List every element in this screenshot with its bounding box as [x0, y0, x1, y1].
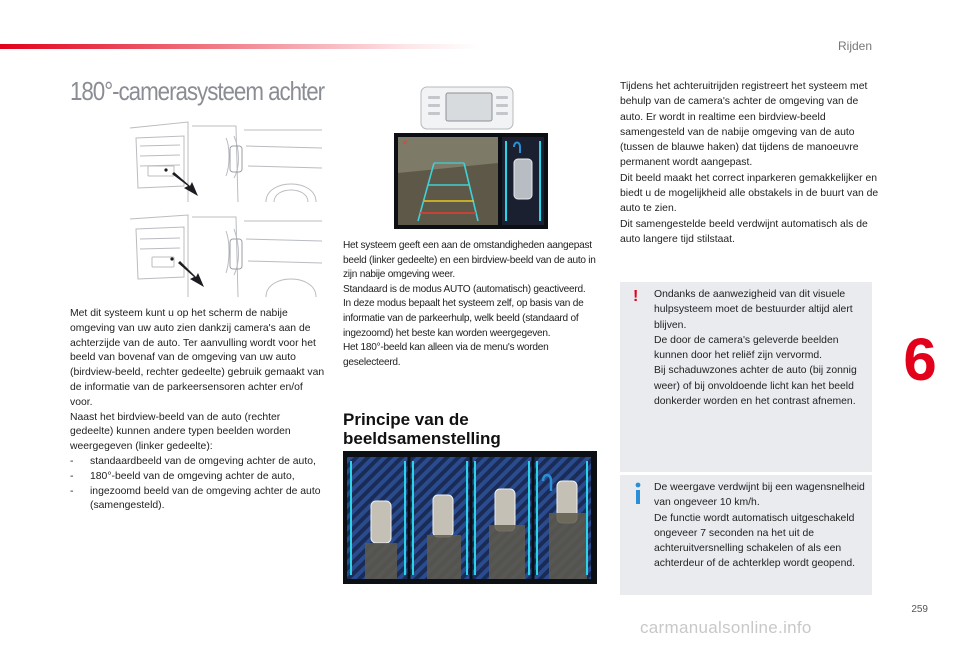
paragraph: Tijdens het achteruitrijden registreert het systeem met behulp van de camera's achter de omgeving van de auto. Er wordt in realtime een birdview-beeld samengesteld van de nabije omgeving van de auto (tussen de blauwe haken) dat tijdens de manoeuvre permanent wordt aangepast. — [620, 81, 868, 169]
list-item: - 180°-beeld van de omgeving achter de auto, — [70, 470, 326, 485]
view-types-list — [70, 455, 326, 514]
info-icon — [634, 482, 642, 504]
rear-camera-illustration-top — [126, 116, 324, 204]
intro-text — [70, 307, 326, 514]
paragraph: Naast het birdview-beeld van de auto (rechter gedeelte) kunnen andere typen beelden worden weergegeven (linker gedeelte): — [70, 411, 291, 453]
page-number: 259 — [911, 604, 928, 615]
paragraph: De functie wordt automatisch uitgeschakeld ongeveer 7 seconden na het uit de achteruitversnelling schakelen of als een achterdeur of de achterklep wordt geopend. — [654, 512, 856, 570]
info-box — [620, 475, 872, 595]
camera-view-screen — [394, 133, 548, 229]
paragraph: Bij schaduwzones achter de auto (bij zonnig weer) of bij onvoldoende licht kan het beeld donkerder worden en het contrast afnemen. — [654, 365, 857, 408]
dashboard-screen-illustration — [420, 86, 514, 130]
paragraph: Het 180°-beeld kan alleen via de menu's worden geselecteerd. — [343, 342, 549, 368]
info-text — [654, 480, 870, 572]
paragraph: Het systeem geeft een aan de omstandigheden aangepast beeld (linker gedeelte) en een birdview-beeld van de auto in zijn nabije omgeving weer. — [343, 240, 596, 281]
svg-text:✕: ✕ — [402, 140, 408, 147]
paragraph: De door de camera's geleverde beelden kunnen door het reliëf zijn vervormd. — [654, 334, 839, 362]
paragraph: Ondanks de aanwezigheid van dit visuele hulpsysteem moet de bestuurder altijd alert blijven. — [654, 289, 853, 331]
chapter-number: 6 — [903, 326, 937, 393]
page-title: 180°-camerasysteem achter — [70, 76, 325, 106]
warning-box — [620, 282, 872, 472]
paragraph: De weergave verdwijnt bij een wagensnelheid van ongeveer 10 km/h. — [654, 482, 865, 509]
paragraph: Dit beeld maakt het correct inparkeren gemakkelijker en biedt u de mogelijkheid alle obstakels in de buurt van de auto te zien. — [620, 172, 879, 215]
section-label: Rijden — [838, 39, 873, 53]
watermark: carmanualsonline.info — [640, 618, 812, 637]
paragraph: Dit samengestelde beeld verdwijnt automatisch als de auto langere tijd stilstaat. — [620, 218, 868, 245]
paragraph: Met dit systeem kunt u op het scherm de nabije omgeving van uw auto zien dankzij camera's aan de achterzijde van de auto. Ter aanvulling wordt voor het beeld van bovenaf van de omgeving van uw auto (birdview-beeld, rechter gedeelte) gebruik gemaakt van de informatie van de parkeersensoren achter en/of voor. — [70, 308, 325, 408]
image-composition-illustration — [343, 451, 597, 584]
system-description — [343, 239, 599, 370]
header-accent-bar — [0, 44, 480, 49]
warning-text — [654, 287, 870, 409]
rear-camera-illustration-bottom — [126, 211, 324, 299]
list-item: - standaardbeeld van de omgeving achter de auto, — [70, 455, 326, 470]
section-heading: Principe van de beeldsamenstelling — [343, 410, 501, 448]
paragraph: Standaard is de modus AUTO (automatisch) geactiveerd. — [343, 283, 586, 295]
exclamation-icon: ! — [633, 288, 639, 305]
camera-function-text — [620, 79, 880, 247]
paragraph: In deze modus bepaalt het systeem zelf, op basis van de informatie van de parkeerhulp, welk beeld (standaard of ingezoomd) het beste kan worden weergegeven. — [343, 298, 584, 339]
list-item: - ingezoomd beeld van de omgeving achter de auto (samengesteld). — [70, 485, 326, 515]
